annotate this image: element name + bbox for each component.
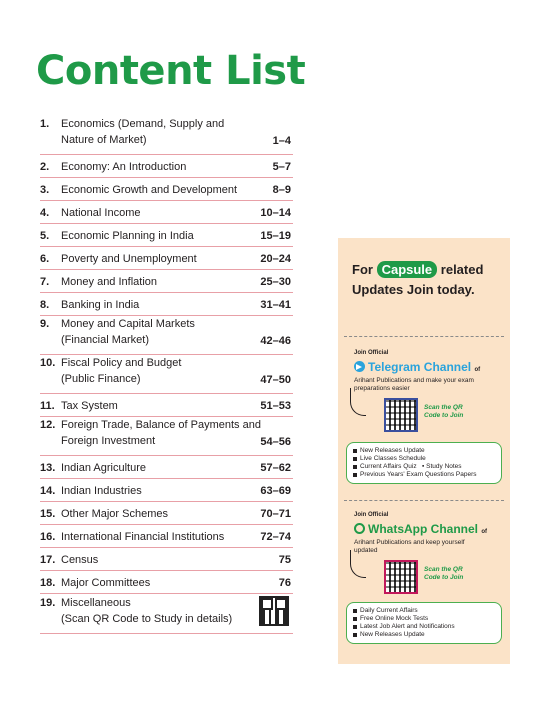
toc-item[interactable]	[40, 456, 293, 479]
toc-pages: 10–14	[260, 207, 291, 219]
toc-title: Indian Industries	[61, 485, 142, 497]
whatsapp-qr-code[interactable]	[384, 560, 418, 594]
divider	[344, 500, 504, 501]
feature-item: Current Affairs Quiz ▪ Study Notes	[353, 463, 495, 471]
toc-item[interactable]	[40, 525, 293, 548]
toc-pages: 72–74	[260, 531, 291, 543]
telegram-channel-title[interactable]: Telegram Channel of	[354, 360, 480, 374]
telegram-scan-text: Scan the QR Code to Join	[424, 404, 464, 419]
toc-pages: 1–4	[272, 135, 291, 147]
toc-item[interactable]	[40, 571, 293, 594]
table-of-contents	[40, 116, 293, 634]
toc-title: Economic Planning in India	[61, 230, 194, 242]
toc-title: Banking in India	[61, 299, 140, 311]
toc-item[interactable]	[40, 293, 293, 316]
whatsapp-scan-text: Scan the QR Code to Join	[424, 566, 464, 581]
toc-title: Other Major Schemes	[61, 508, 168, 520]
feature-item: New Releases Update	[353, 447, 495, 455]
toc-title: International Financial Institutions	[61, 531, 225, 543]
toc-pages: 76	[278, 577, 291, 589]
toc-item[interactable]	[40, 201, 293, 224]
feature-item: Daily Current Affairs	[353, 607, 495, 615]
toc-pages: 70–71	[260, 508, 291, 520]
toc-number: 2.	[40, 161, 50, 173]
telegram-join-label: Join Official	[354, 350, 389, 356]
toc-title: Economy: An Introduction	[61, 161, 187, 173]
toc-pages: 31–41	[260, 299, 291, 311]
toc-item[interactable]	[40, 116, 293, 155]
whatsapp-subtitle: Arihant Publications and keep yourself updated	[354, 539, 465, 554]
feature-item: Latest Job Alert and Notifications	[353, 623, 495, 631]
feature-item: New Releases Update	[353, 631, 495, 639]
toc-title: Money and Inflation	[61, 276, 158, 288]
toc-number: 1.	[40, 118, 50, 130]
telegram-subtitle: Arihant Publications and make your exam preparations easier	[354, 377, 474, 392]
toc-title: Major Committees	[61, 577, 151, 589]
toc-item[interactable]	[40, 355, 293, 394]
page-title: Content List	[36, 48, 306, 94]
toc-pages: 47–50	[260, 374, 291, 386]
toc-number: 7.	[40, 276, 50, 288]
toc-item[interactable]	[40, 502, 293, 525]
promo-heading: For Capsule related Updates Join today.	[352, 262, 484, 297]
toc-number: 4.	[40, 207, 50, 219]
toc-item[interactable]	[40, 548, 293, 571]
toc-number: 12.	[40, 419, 56, 431]
toc-item[interactable]	[40, 479, 293, 502]
toc-item[interactable]	[40, 247, 293, 270]
telegram-features	[346, 442, 502, 484]
arrow-curve-icon	[350, 388, 366, 416]
toc-pages: 20–24	[260, 253, 291, 265]
telegram-qr-code[interactable]	[384, 398, 418, 432]
toc-title: Economics (Demand, Supply and Nature of Market)	[61, 118, 225, 146]
arrow-curve-icon	[350, 550, 366, 578]
toc-title: Indian Agriculture	[61, 462, 146, 474]
whatsapp-join-label: Join Official	[354, 512, 389, 518]
toc-pages: 63–69	[260, 485, 291, 497]
toc-item[interactable]	[40, 178, 293, 201]
toc-pages: 25–30	[260, 276, 291, 288]
toc-number: 14.	[40, 485, 56, 497]
toc-title: Poverty and Unemployment	[61, 253, 197, 265]
toc-item[interactable]	[40, 316, 293, 355]
qr-code-icon[interactable]	[259, 596, 289, 626]
toc-pages: 8–9	[272, 184, 291, 196]
toc-pages: 15–19	[260, 230, 291, 242]
toc-number: 3.	[40, 184, 50, 196]
toc-number: 10.	[40, 357, 56, 369]
toc-number: 18.	[40, 577, 56, 589]
toc-title: Miscellaneous (Scan QR Code to Study in details)	[61, 597, 233, 625]
toc-title: Money and Capital Markets (Financial Market)	[61, 318, 195, 346]
toc-number: 15.	[40, 508, 56, 520]
toc-title: National Income	[61, 207, 141, 219]
toc-item[interactable]	[40, 270, 293, 293]
toc-pages: 51–53	[260, 400, 291, 412]
toc-number: 17.	[40, 554, 56, 566]
toc-item[interactable]	[40, 394, 293, 417]
toc-item[interactable]	[40, 594, 293, 634]
toc-item[interactable]	[40, 155, 293, 178]
toc-number: 6.	[40, 253, 50, 265]
toc-title: Foreign Trade, Balance of Payments and Foreign Investment	[61, 419, 261, 447]
toc-title: Census	[61, 554, 99, 566]
promo-panel	[338, 238, 510, 664]
toc-item[interactable]	[40, 224, 293, 247]
toc-number: 9.	[40, 318, 50, 330]
telegram-icon	[354, 361, 365, 372]
toc-pages: 57–62	[260, 462, 291, 474]
feature-item: Free Online Mock Tests	[353, 615, 495, 623]
toc-pages: 5–7	[272, 161, 291, 173]
whatsapp-channel-title[interactable]: WhatsApp Channel of	[354, 522, 487, 536]
divider	[344, 336, 504, 337]
whatsapp-icon	[354, 523, 365, 534]
toc-pages: 75	[278, 554, 291, 566]
toc-pages: 42–46	[260, 335, 291, 347]
toc-number: 11.	[40, 400, 55, 412]
toc-number: 19.	[40, 597, 56, 609]
toc-title: Fiscal Policy and Budget (Public Finance)	[61, 357, 182, 385]
feature-item: Previous Years' Exam Questions Papers	[353, 471, 495, 479]
feature-item: Live Classes Schedule	[353, 455, 495, 463]
toc-item[interactable]	[40, 417, 293, 456]
capsule-badge: Capsule	[377, 261, 438, 278]
toc-title: Tax System	[61, 400, 118, 412]
toc-pages: 54–56	[260, 436, 291, 448]
toc-number: 13.	[40, 462, 56, 474]
whatsapp-features	[346, 602, 502, 644]
toc-number: 8.	[40, 299, 50, 311]
toc-number: 5.	[40, 230, 50, 242]
toc-title: Economic Growth and Development	[61, 184, 238, 196]
toc-number: 16.	[40, 531, 56, 543]
